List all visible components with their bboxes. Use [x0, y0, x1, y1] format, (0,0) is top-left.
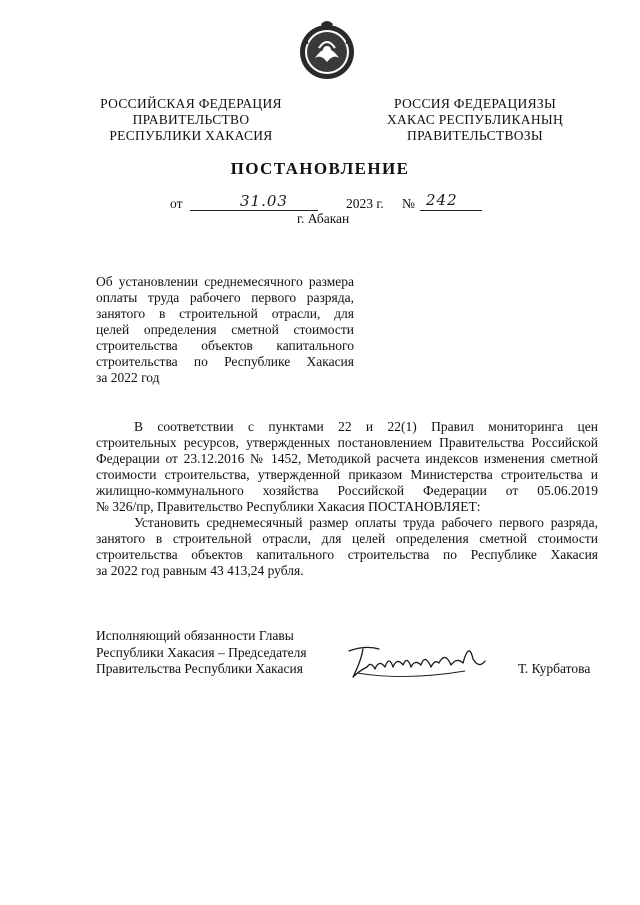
body-line: строительных ресурсов, утвержденных постановлением Правительства Российской	[96, 435, 598, 450]
number-sign: №	[402, 196, 415, 211]
handwritten-signature	[345, 637, 490, 685]
subject-line: строительства объектов капитального	[96, 338, 354, 353]
header-right-line: ХАКАС РЕСПУБЛИКАНЫҢ	[386, 112, 564, 127]
body-line: стоимости строительства, утвержденной приказом Министерства строительства и	[96, 467, 598, 482]
signatory-position	[96, 628, 326, 678]
subject-line: целей определения сметной стоимости	[96, 322, 354, 337]
date-handwritten: 31.03	[240, 192, 288, 210]
subject-heading	[96, 274, 354, 386]
resolution-body	[96, 419, 598, 579]
year-label: 2023 г.	[346, 196, 384, 211]
position-line: Республики Хакасия – Председателя	[96, 644, 307, 660]
body-line: В соответствии с пунктами 22 и 22(1) Правил мониторинга цен	[134, 419, 598, 434]
coat-of-arms-emblem	[295, 18, 359, 82]
body-line: строительства объектов капитального строительства по Республике Хакасия	[96, 547, 598, 562]
signer-name: Т. Курбатова	[518, 661, 591, 676]
body-line: Федерации от 23.12.2016 № 1452, Методикой расчета индексов изменения сметной	[96, 451, 598, 466]
subject-line: строительства по Республике Хакасия	[96, 354, 354, 369]
header-left-line: РЕСПУБЛИКИ ХАКАСИЯ	[109, 128, 273, 143]
date-prefix: от	[170, 196, 183, 211]
subject-line: занятого в строительной отрасли, для	[96, 306, 354, 321]
number-underline	[420, 210, 482, 211]
header-right-line: ПРАВИТЕЛЬСТВОЗЫ	[407, 128, 543, 143]
document-title: ПОСТАНОВЛЕНИЕ	[230, 159, 410, 178]
subject-line: оплаты труда рабочего первого разряда,	[96, 290, 354, 305]
body-line: жилищно-коммунального хозяйства Российской Федерации от 05.06.2019	[96, 483, 598, 498]
subject-line: Об установлении среднемесячного размера	[96, 274, 354, 289]
header-left-line: ПРАВИТЕЛЬСТВО	[132, 112, 250, 127]
header-russian	[96, 96, 286, 144]
header-left-line: РОССИЙСКАЯ ФЕДЕРАЦИЯ	[100, 96, 282, 111]
body-line: занятого в строительной отрасли, для целей определения сметной стоимости	[96, 531, 598, 546]
position-line: Исполняющий обязанности Главы	[96, 628, 294, 643]
body-line: Установить среднемесячный размер оплаты труда рабочего первого разряда,	[134, 515, 598, 530]
body-line: за 2022 год равным 43 413,24 рубля.	[96, 563, 304, 578]
header-right-line: РОССИЯ ФЕДЕРАЦИЯЗЫ	[393, 96, 557, 111]
number-handwritten: 242	[426, 191, 458, 209]
subject-line: за 2022 год	[96, 370, 160, 385]
body-line: № 326/пр, Правительство Республики Хакасия ПОСТАНОВЛЯЕТ:	[96, 499, 481, 514]
header-khakas	[375, 96, 575, 144]
city-label: г. Абакан	[297, 211, 350, 226]
position-line: Правительства Республики Хакасия	[96, 661, 303, 676]
